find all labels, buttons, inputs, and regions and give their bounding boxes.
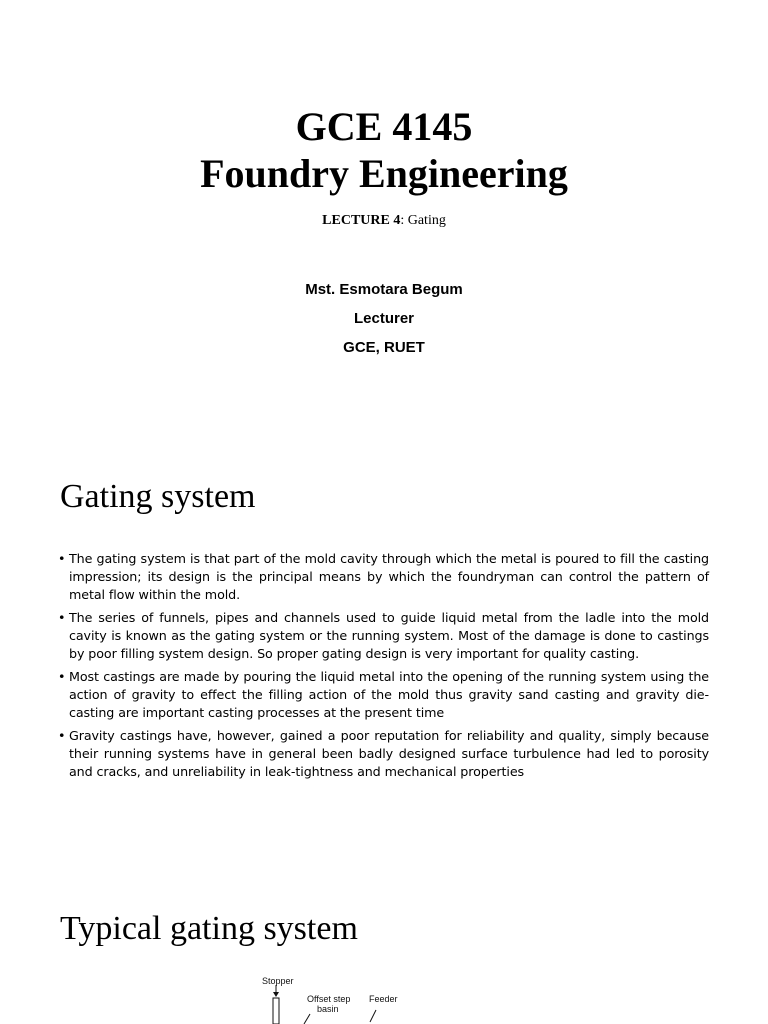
lecture-topic: : Gating	[400, 213, 446, 228]
feeder-label: Feeder	[369, 994, 398, 1004]
bullet-dot: •	[58, 551, 66, 566]
gating-system-heading: Gating system	[60, 478, 256, 515]
bullet-text: The series of funnels, pipes and channels used to guide liquid metal from the ladle into the mold cavity is known as the gating system or the running system. Most of the damage is done to castings by poor filling system design. So proper gating design is very important for quality casting.	[69, 610, 709, 661]
author-department: GCE, RUET	[343, 339, 425, 356]
basin-leader-line	[304, 1014, 310, 1024]
basin-label-line1: Offset step	[307, 994, 351, 1004]
lecture-label: LECTURE 4	[322, 213, 401, 228]
feeder-leader-line	[370, 1010, 376, 1022]
bullet-item	[58, 668, 709, 722]
bullet-item	[58, 550, 709, 604]
stopper-arrow-head	[273, 992, 279, 997]
bullet-dot: •	[58, 728, 66, 743]
stopper-label: Stopper	[262, 976, 294, 986]
author-role: Lecturer	[353, 310, 415, 327]
bullet-text: Most castings are made by pouring the liquid metal into the opening of the running system using the action of gravity to effect the filling action of the mold thus gravity sand casting and gravity die-casting are important casting processes at the present time	[69, 669, 709, 720]
bullet-item	[58, 727, 709, 781]
gating-system-diagram	[240, 968, 440, 1024]
bullet-dot: •	[58, 669, 66, 684]
bullet-item	[58, 609, 709, 663]
basin-label-line2: basin	[317, 1004, 339, 1014]
bullet-text: The gating system is that part of the mold cavity through which the metal is poured to fill the casting impression; its design is the principal means by which the foundryman can control the pattern of metal flow within the mold.	[69, 551, 709, 602]
author-name: Mst. Esmotara Begum	[305, 281, 463, 298]
bullet-dot: •	[58, 610, 66, 625]
typical-gating-heading: Typical gating system	[60, 910, 358, 947]
lecture-subtitle	[0, 213, 768, 229]
bullet-text: Gravity castings have, however, gained a poor reputation for reliability and quality, simply because their running systems have in general been badly designed surface turbulence had led to porosity and cracks, and unreliability in leak-tightness and mechanical properties	[69, 728, 709, 779]
stopper-rod	[273, 998, 279, 1024]
course-code-title: GCE 4145	[295, 104, 473, 149]
gating-bullet-list	[58, 550, 709, 786]
course-name-title: Foundry Engineering	[200, 151, 568, 196]
